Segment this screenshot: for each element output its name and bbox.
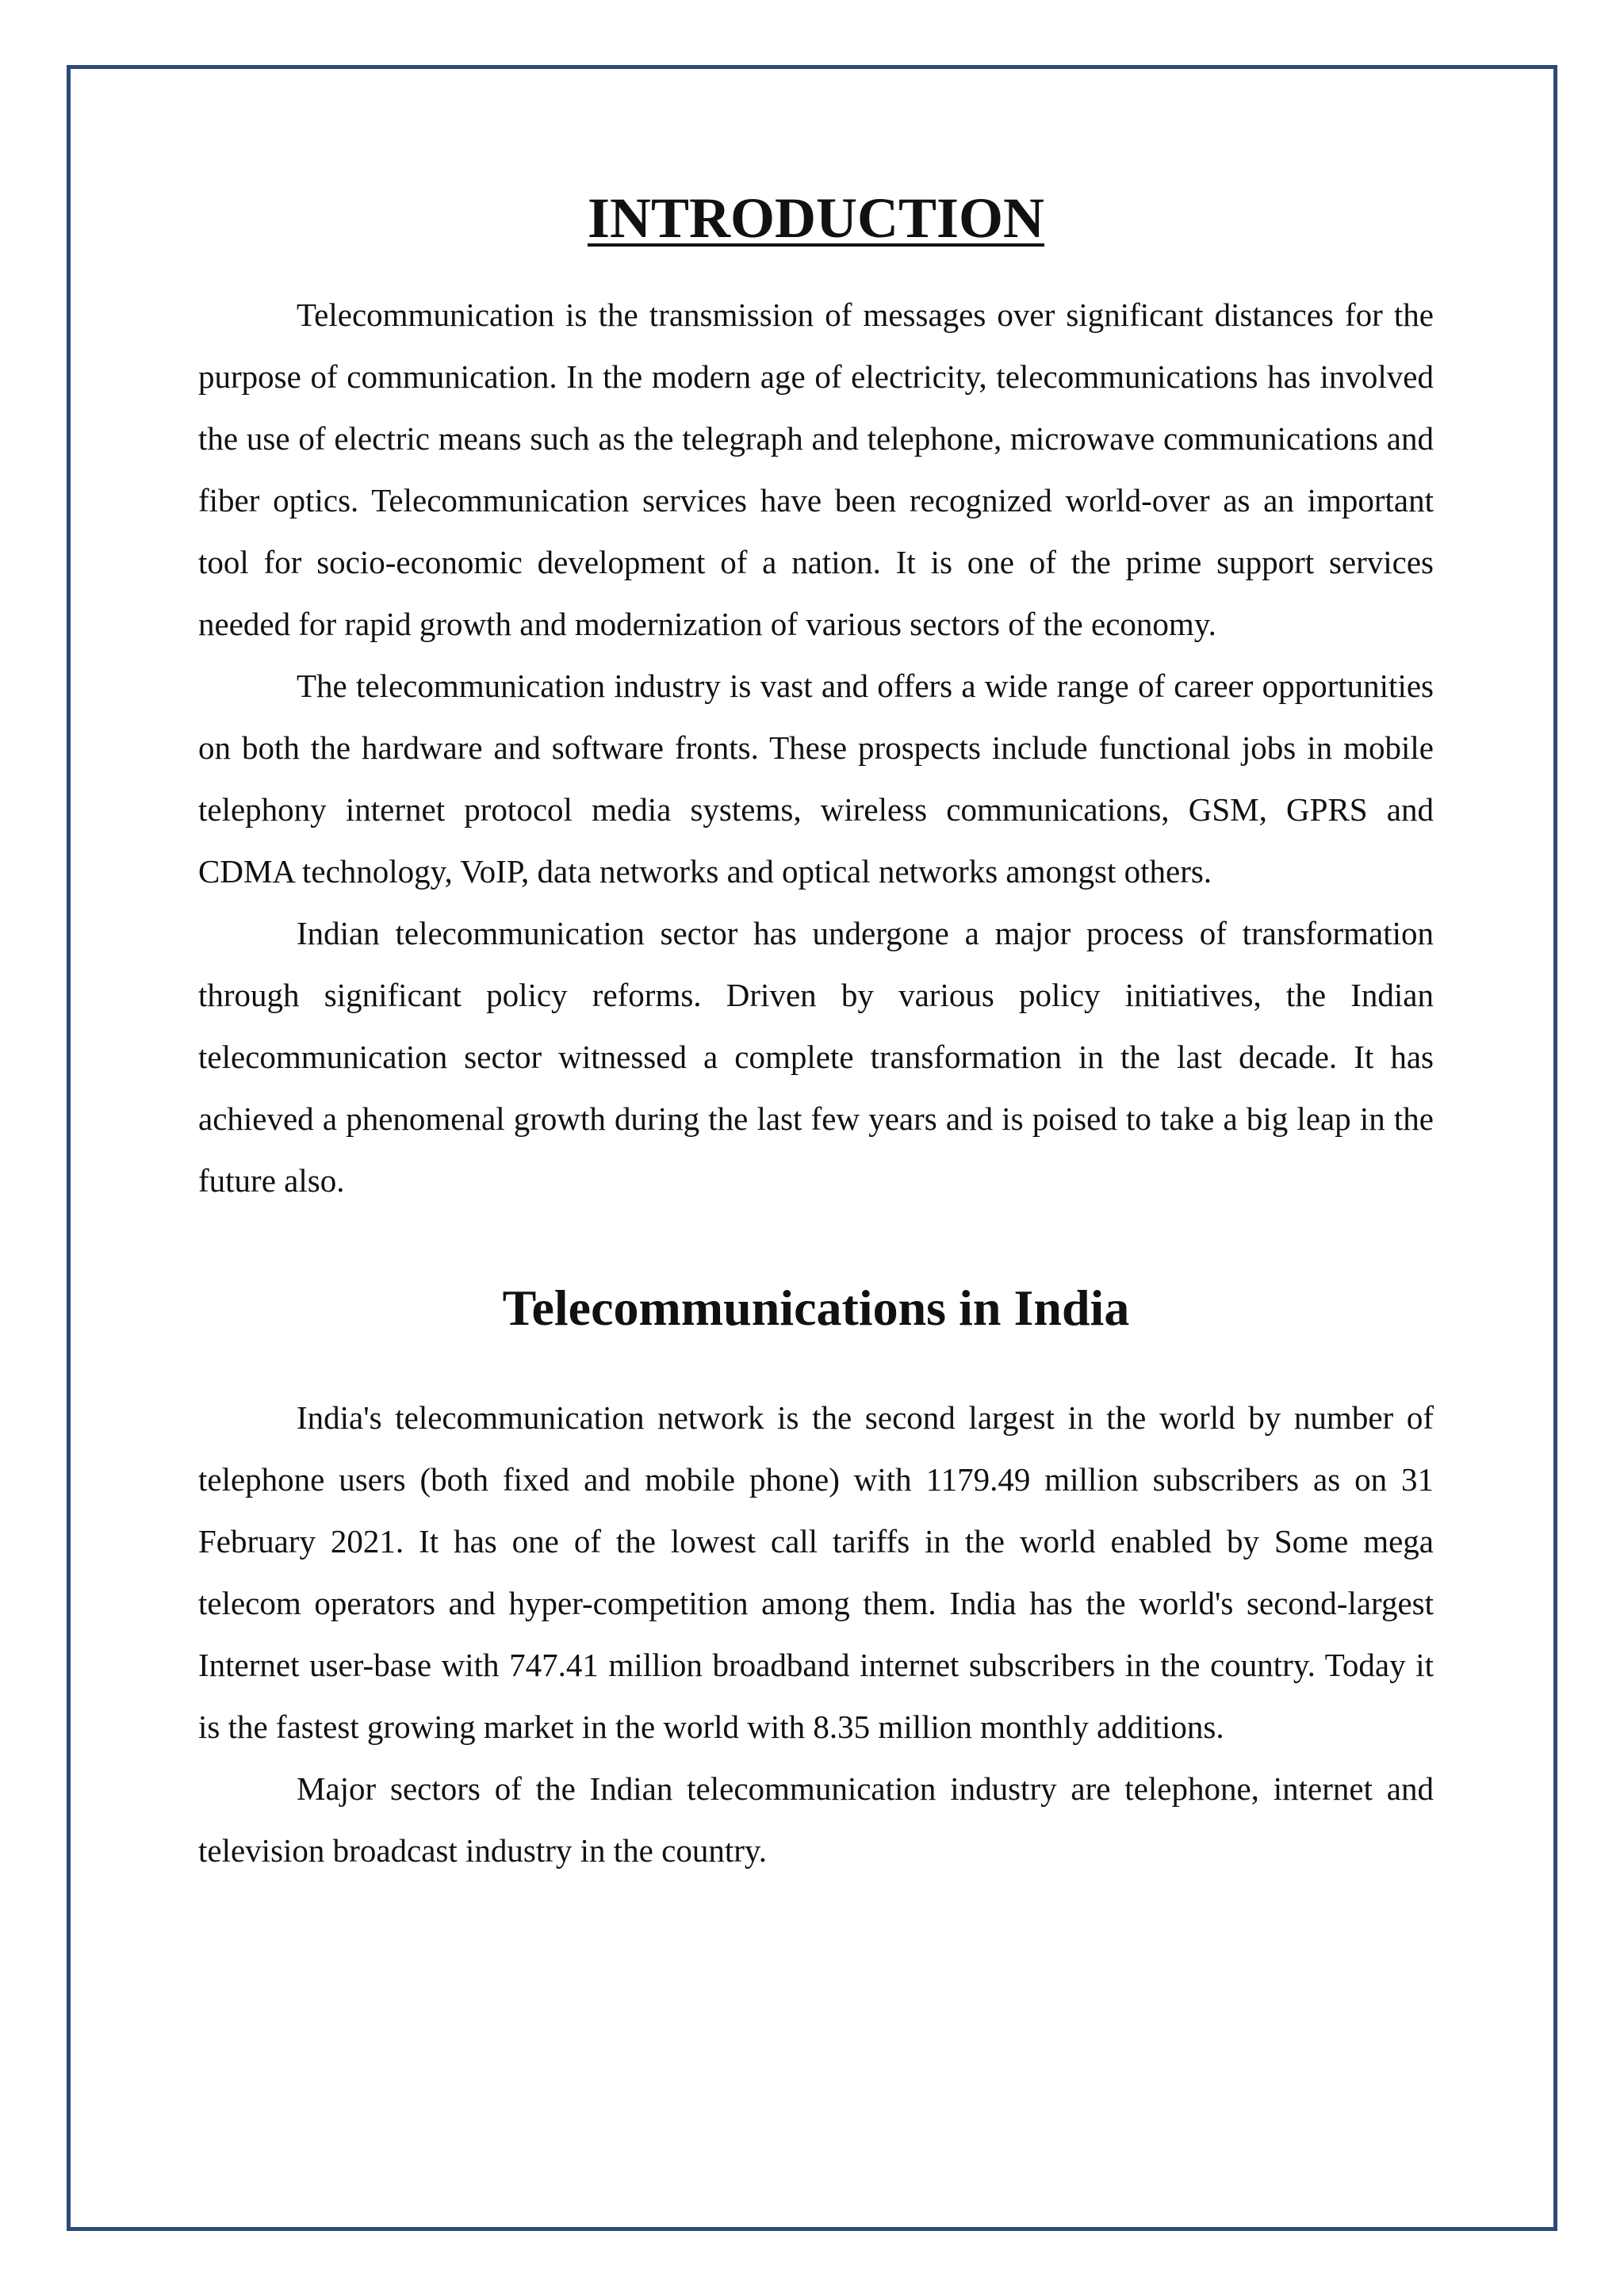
document-content (198, 184, 1434, 1881)
intro-paragraph-3: Indian telecommunication sector has undergone a major process of transformation through significant policy reforms. Driven by various policy initiatives, the Indian telecommunication sector witnessed a complete transformation in the last decade. It has achieved a phenomenal growth during the last few years and is poised to take a big leap in the future also. (198, 915, 1434, 1200)
page-title: INTRODUCTION (587, 186, 1045, 250)
section-title: Telecommunications in India (502, 1280, 1130, 1337)
intro-paragraph-1: Telecommunication is the transmission of messages over significant distances for the purpose of communication. In the modern age of electricity, telecommunications has involved the use of electric means such as the telegraph and telephone, microwave communications and fiber optics. Telecommunication services have been recognized world-over as an important tool for socio-economic development of a nation. It is one of the prime support services needed for rapid growth and modernization of various sectors of the economy. (198, 297, 1434, 643)
section-paragraph-1: India's telecommunication network is the second largest in the world by number of telephone users (both fixed and mobile phone) with 1179.49 million subscribers as on 31 February 2021. It has one of the lowest call tariffs in the world enabled by Some mega telecom operators and hyper-competition among them. India has the world's second-largest Internet user-base with 747.41 million broadband internet subscribers in the country. Today it is the fastest growing market in the world with 8.35 million monthly additions. (198, 1399, 1434, 1746)
intro-paragraph-2: The telecommunication industry is vast and offers a wide range of career opportunities on both the hardware and software fronts. These prospects include functional jobs in mobile telephony internet protocol media systems, wireless communications, GSM, GPRS and CDMA technology, VoIP, data networks and optical networks amongst others. (198, 668, 1434, 890)
section-paragraph-2: Major sectors of the Indian telecommunication industry are telephone, internet and television broadcast industry in the country. (198, 1770, 1434, 1869)
